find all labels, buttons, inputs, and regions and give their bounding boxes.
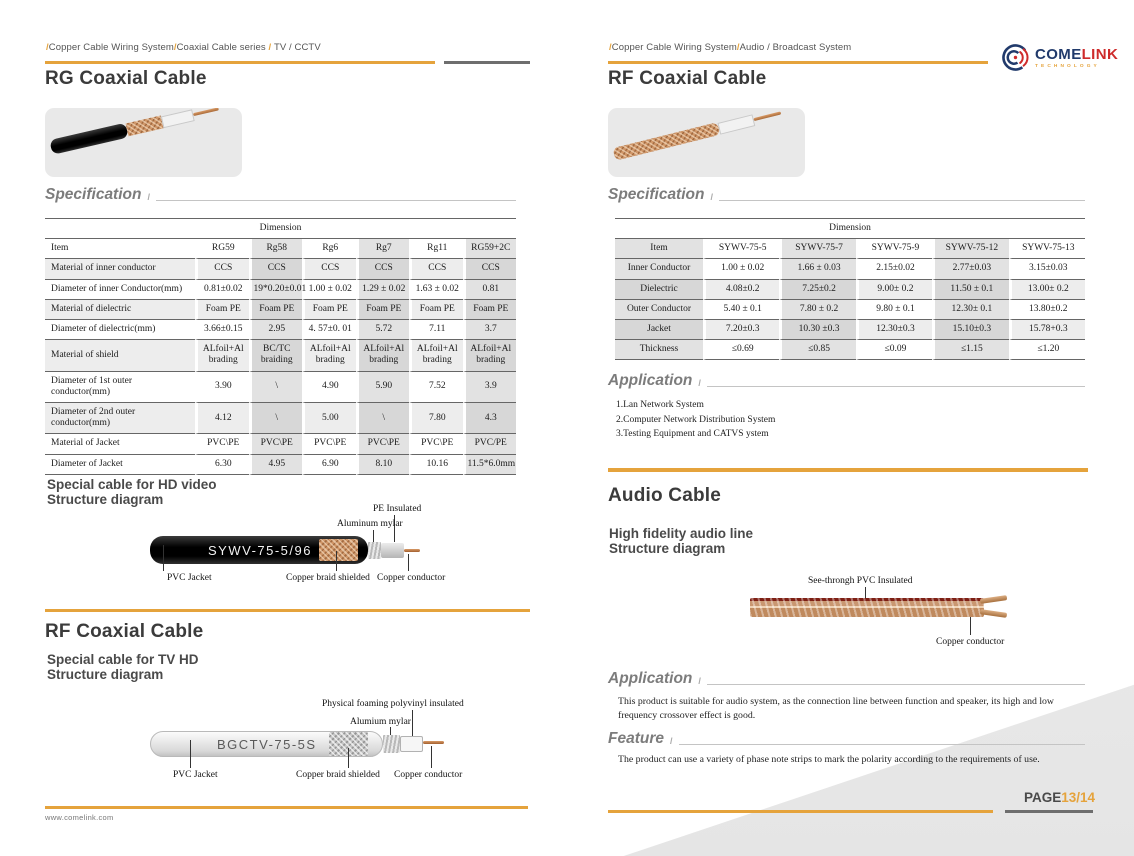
header-rule-gray xyxy=(444,61,530,64)
cell: PVC\PE xyxy=(195,434,249,454)
cell: 4. 57±0. 01 xyxy=(302,320,356,340)
header-cell: SYWV-75-5 xyxy=(703,239,779,259)
cell: 2.77±0.03 xyxy=(932,259,1008,279)
pointer-line xyxy=(190,740,191,768)
dimension-row xyxy=(45,219,516,239)
cell: Outer Conductor xyxy=(615,300,703,320)
pe-insulated-label: PE Insulated xyxy=(373,504,422,514)
cell: 5.72 xyxy=(356,320,410,340)
cell: ALfoil+Al brading xyxy=(302,340,356,371)
logo-come-text: COME xyxy=(1035,45,1082,63)
cell: 3.15±0.03 xyxy=(1009,259,1085,279)
cell: 4.95 xyxy=(249,455,303,475)
header-cell: Rg58 xyxy=(249,239,303,259)
heading-underline xyxy=(679,744,1085,745)
cell: 7.11 xyxy=(409,320,463,340)
breadcrumb-slash: / xyxy=(609,42,612,53)
cable-model-label: BGCTV-75-5S xyxy=(217,737,317,752)
table-row xyxy=(615,300,1085,320)
pointer-line xyxy=(336,551,337,571)
page-number-label: PAGE xyxy=(1024,790,1062,805)
footer-website: www.comelink.com xyxy=(45,813,114,822)
tv-hd-subheading xyxy=(47,652,199,683)
copper-braid-label: Copper braid shielded xyxy=(286,573,370,583)
table-row xyxy=(45,372,516,403)
application-heading xyxy=(608,372,1085,390)
cell: CCS xyxy=(249,259,303,279)
heading-slash-decoration: / xyxy=(698,378,701,388)
cell: ≤0.69 xyxy=(703,340,779,360)
table-row xyxy=(615,340,1085,360)
cell: \ xyxy=(249,372,303,403)
pvc-jacket-label: PVC Jacket xyxy=(173,770,218,780)
cell: 2.15±0.02 xyxy=(856,259,932,279)
logo-tagline: TECHNOLOGY xyxy=(1035,63,1100,69)
copper-braid-section xyxy=(319,539,358,561)
cell: 2.95 xyxy=(249,320,303,340)
cell: 13.80±0.2 xyxy=(1009,300,1085,320)
header-cell: Rg6 xyxy=(302,239,356,259)
table-row xyxy=(45,300,516,320)
cell: Foam PE xyxy=(409,300,463,320)
cell: 6.90 xyxy=(302,455,356,475)
logo-link-text: LINK xyxy=(1081,45,1119,63)
application-list xyxy=(616,398,775,442)
specification-heading-text: Specification xyxy=(45,186,142,203)
pointer-line xyxy=(970,617,971,635)
feature-text: The product can use a variety of phase note strips to mark the polarity according to the requirements of use. xyxy=(618,754,1040,765)
cell: \ xyxy=(356,403,410,434)
audio-subheading xyxy=(609,526,753,557)
cell: Foam PE xyxy=(195,300,249,320)
product-photo-rg-cable xyxy=(45,108,242,177)
header-cell: SYWV-75-9 xyxy=(856,239,932,259)
footer-rule-orange xyxy=(45,806,528,809)
cell: ALfoil+Al brading xyxy=(195,340,249,371)
cell: 1.66 ± 0.03 xyxy=(779,259,855,279)
header-row xyxy=(45,239,516,259)
cell: 12.30±0.3 xyxy=(856,320,932,340)
comelink-logo-text xyxy=(1035,47,1118,69)
application-item: 3.Testing Equipment and CATVS ystem xyxy=(616,429,769,440)
sywv-spec-table xyxy=(615,218,1085,360)
header-cell: Rg11 xyxy=(409,239,463,259)
header-cell: Item xyxy=(45,239,195,259)
cell: ALfoil+Al brading xyxy=(409,340,463,371)
table-row xyxy=(615,280,1085,300)
page-number xyxy=(1024,790,1095,805)
cell: 10.16 xyxy=(409,455,463,475)
pointer-line xyxy=(412,710,413,738)
cell: 15.78+0.3 xyxy=(1009,320,1085,340)
hd-video-line1: Special cable for HD video xyxy=(47,477,217,492)
audio-ribbon-cable xyxy=(750,598,984,617)
cell: 4.08±0.2 xyxy=(703,280,779,300)
cell: CCS xyxy=(356,259,410,279)
feature-heading xyxy=(608,730,1085,748)
copper-conductor-label: Copper conductor xyxy=(377,573,446,583)
heading-underline xyxy=(719,200,1085,201)
photo-conductor xyxy=(753,112,781,121)
rg-spec-table xyxy=(45,218,516,475)
heading-underline xyxy=(707,684,1085,685)
structure-diagram-bgctv xyxy=(45,688,530,788)
cell: Diameter of 2nd outer conductor(mm) xyxy=(45,403,195,434)
cell: 4.90 xyxy=(302,372,356,403)
header-cell: Item xyxy=(615,239,703,259)
table-row xyxy=(45,280,516,300)
cell: Foam PE xyxy=(249,300,303,320)
header-cell: RG59+2C xyxy=(463,239,517,259)
conductor-pin xyxy=(404,549,420,552)
cell: 0.81 xyxy=(463,280,517,300)
tv-hd-line2: Structure diagram xyxy=(47,667,164,683)
cell: PVC\PE xyxy=(302,434,356,454)
pvc-jacket-label: PVC Jacket xyxy=(167,573,212,583)
pointer-line xyxy=(348,748,349,768)
breadcrumb-slash: / xyxy=(736,42,740,53)
cell: 3.90 xyxy=(195,372,249,403)
cell: 7.80 ± 0.2 xyxy=(779,300,855,320)
pointer-line xyxy=(163,545,164,571)
header-rule-orange xyxy=(608,61,988,64)
application-heading-text: Application xyxy=(608,372,693,389)
cell: PVC\PE xyxy=(249,434,303,454)
photo-braid xyxy=(612,122,720,161)
conductor-tail-top xyxy=(980,595,1007,603)
cell: Material of Jacket xyxy=(45,434,195,454)
cell: CCS xyxy=(409,259,463,279)
cell: 6.30 xyxy=(195,455,249,475)
header-cell: SYWV-75-7 xyxy=(779,239,855,259)
photo-dielectric xyxy=(717,114,755,134)
cell: 1.00 ± 0.02 xyxy=(703,259,779,279)
cell: ≤0.85 xyxy=(779,340,855,360)
cell: 13.00± 0.2 xyxy=(1009,280,1085,300)
footer-rule-orange xyxy=(608,810,993,813)
breadcrumb-slash: / xyxy=(265,42,274,53)
page-left xyxy=(45,40,530,840)
cell: Foam PE xyxy=(302,300,356,320)
dimension-row xyxy=(615,219,1085,239)
breadcrumb-segment: Copper Cable Wiring System xyxy=(48,42,174,53)
cell: 12.30± 0.1 xyxy=(932,300,1008,320)
cell: 0.81±0.02 xyxy=(195,280,249,300)
cell: 4.3 xyxy=(463,403,517,434)
breadcrumb-segment: TV / CCTV xyxy=(273,42,321,53)
breadcrumb-slash: / xyxy=(46,42,49,53)
dimension-cell: Dimension xyxy=(615,219,1085,239)
application2-text: This product is suitable for audio system, as the connection line between function and speaker, its high and low frequency crossover effect is good. xyxy=(618,696,1055,721)
conductor-pin xyxy=(423,741,444,744)
breadcrumb-segment: Coaxial Cable series xyxy=(176,42,266,53)
cell: 5.00 xyxy=(302,403,356,434)
header-cell: RG59 xyxy=(195,239,249,259)
table-row xyxy=(615,259,1085,279)
cell: ≤1.20 xyxy=(1009,340,1085,360)
cell: Material of inner conductor xyxy=(45,259,195,279)
photo-braid xyxy=(126,116,164,137)
pe-insulated-section xyxy=(381,543,404,558)
cell: Diameter of inner Conductor(mm) xyxy=(45,280,195,300)
tv-hd-line1: Special cable for TV HD xyxy=(47,652,199,667)
pointer-line xyxy=(431,746,432,768)
cell: Diameter of Jacket xyxy=(45,455,195,475)
cell: Inner Conductor xyxy=(615,259,703,279)
cell: ≤0.09 xyxy=(856,340,932,360)
cell: 3.7 xyxy=(463,320,517,340)
specification-heading xyxy=(608,186,1085,204)
mylar-section xyxy=(368,542,381,559)
photo-dielectric xyxy=(161,109,195,128)
cell: ≤1.15 xyxy=(932,340,1008,360)
heading-underline xyxy=(707,386,1085,387)
copper-conductor-label: Copper conductor xyxy=(936,637,1005,647)
foam-insulated-section xyxy=(400,736,423,752)
cell: 9.00± 0.2 xyxy=(856,280,932,300)
dimension-cell: Dimension xyxy=(45,219,516,239)
header-rule-orange xyxy=(45,61,435,64)
pointer-line xyxy=(408,554,409,571)
cell: ALfoil+Al brading xyxy=(463,340,517,371)
table-row xyxy=(45,455,516,475)
product-photo-rf-cable xyxy=(608,108,805,177)
structure-diagram-sywv xyxy=(45,503,530,595)
application2-heading xyxy=(608,670,1085,688)
header-cell: Rg7 xyxy=(356,239,410,259)
cable-model-label: SYWV-75-5/96 xyxy=(208,543,312,558)
photo-jacket xyxy=(49,123,128,155)
table-row xyxy=(45,434,516,454)
table-row xyxy=(45,320,516,340)
header-cell: SYWV-75-13 xyxy=(1009,239,1085,259)
page-title: RF Coaxial Cable xyxy=(608,68,767,89)
foam-insulated-label: Physical foaming polyvinyl insulated xyxy=(322,699,464,709)
cable-photo-illustration xyxy=(612,108,782,161)
breadcrumb-segment: Audio / Broadcast System xyxy=(739,42,852,53)
cell: 11.5*6.0mm xyxy=(463,455,517,475)
mylar-section xyxy=(383,735,400,753)
comelink-logo xyxy=(1000,42,1118,73)
cell: 5.90 xyxy=(356,372,410,403)
cell: Jacket xyxy=(615,320,703,340)
heading-slash-decoration: / xyxy=(670,736,673,746)
cell: CCS xyxy=(463,259,517,279)
cell: Thickness xyxy=(615,340,703,360)
cell: 10.30 ±0.3 xyxy=(779,320,855,340)
audio-line1: High fidelity audio line xyxy=(609,526,754,541)
specification-heading-text: Specification xyxy=(608,186,705,203)
cell: Diameter of dielectric(mm) xyxy=(45,320,195,340)
heading-slash-decoration: / xyxy=(710,192,713,202)
page-number-value: 13/14 xyxy=(1061,790,1096,805)
section-divider-orange xyxy=(608,468,1088,472)
cell: 5.40 ± 0.1 xyxy=(703,300,779,320)
page-title: RG Coaxial Cable xyxy=(45,68,207,89)
header-cell: SYWV-75-12 xyxy=(932,239,1008,259)
page-right xyxy=(608,40,1119,840)
cell: 3.66±0.15 xyxy=(195,320,249,340)
cell: 15.10±0.3 xyxy=(932,320,1008,340)
cell: Material of shield xyxy=(45,340,195,371)
cell: \ xyxy=(249,403,303,434)
audio-cable-title: Audio Cable xyxy=(608,485,722,506)
pvc-insulated-label: See-throngh PVC Insulated xyxy=(808,576,913,586)
heading-slash-decoration: / xyxy=(698,676,701,686)
breadcrumb-slash: / xyxy=(173,42,177,53)
cable-photo-illustration xyxy=(49,108,220,155)
cell: 7.20±0.3 xyxy=(703,320,779,340)
table-row xyxy=(45,340,516,371)
application-item: 1.Lan Network System xyxy=(616,400,704,410)
cell: 8.10 xyxy=(356,455,410,475)
table-row xyxy=(45,259,516,279)
breadcrumb-segment: Copper Cable Wiring System xyxy=(611,42,737,53)
cell: 1.00 ± 0.02 xyxy=(302,280,356,300)
mylar-label: Alumium mylar xyxy=(350,717,411,727)
cell: PVC\PE xyxy=(356,434,410,454)
cell: Material of dielectric xyxy=(45,300,195,320)
rf-section-title: RF Coaxial Cable xyxy=(45,621,204,642)
table-row xyxy=(615,320,1085,340)
footer-rule-gray xyxy=(1005,810,1093,813)
cell: PVC/PE xyxy=(463,434,517,454)
feature-heading-text: Feature xyxy=(608,730,664,747)
photo-conductor xyxy=(193,108,219,116)
application-item: 2.Computer Network Distribution System xyxy=(616,414,776,425)
cell: 11.50 ± 0.1 xyxy=(932,280,1008,300)
cell: 7.80 xyxy=(409,403,463,434)
breadcrumb xyxy=(46,42,321,53)
cell: 1.29 ± 0.02 xyxy=(356,280,410,300)
cell: Foam PE xyxy=(356,300,410,320)
specification-heading xyxy=(45,186,516,204)
cell: 9.80 ± 0.1 xyxy=(856,300,932,320)
cell: CCS xyxy=(302,259,356,279)
cell: 4.12 xyxy=(195,403,249,434)
cell: 7.25±0.2 xyxy=(779,280,855,300)
breadcrumb xyxy=(609,42,851,53)
cell: BC/TC braiding xyxy=(249,340,303,371)
cell: CCS xyxy=(195,259,249,279)
hd-video-line2: Structure diagram xyxy=(47,492,164,508)
cell: 19*0.20±0.01 xyxy=(249,280,303,300)
heading-slash-decoration: / xyxy=(147,192,150,202)
comelink-logo-icon xyxy=(1000,42,1031,73)
cell: 1.63 ± 0.02 xyxy=(409,280,463,300)
structure-diagram-audio xyxy=(608,570,1095,658)
audio-line2: Structure diagram xyxy=(609,541,726,557)
cell: 3.9 xyxy=(463,372,517,403)
cell: Diameter of 1st outer conductor(mm) xyxy=(45,372,195,403)
section-divider-orange xyxy=(45,609,530,612)
cell: Foam PE xyxy=(463,300,517,320)
cell: 7.52 xyxy=(409,372,463,403)
copper-braid-label: Copper braid shielded xyxy=(296,770,380,780)
cell: ALfoil+Al brading xyxy=(356,340,410,371)
cell: PVC\PE xyxy=(409,434,463,454)
application2-heading-text: Application xyxy=(608,670,693,687)
header-row xyxy=(615,239,1085,259)
aluminum-mylar-label: Aluminum mylar xyxy=(337,519,403,529)
cell: Dielectric xyxy=(615,280,703,300)
heading-underline xyxy=(156,200,516,201)
copper-conductor-label: Copper conductor xyxy=(394,770,463,780)
table-row xyxy=(45,403,516,434)
conductor-tail-bottom xyxy=(980,609,1007,617)
